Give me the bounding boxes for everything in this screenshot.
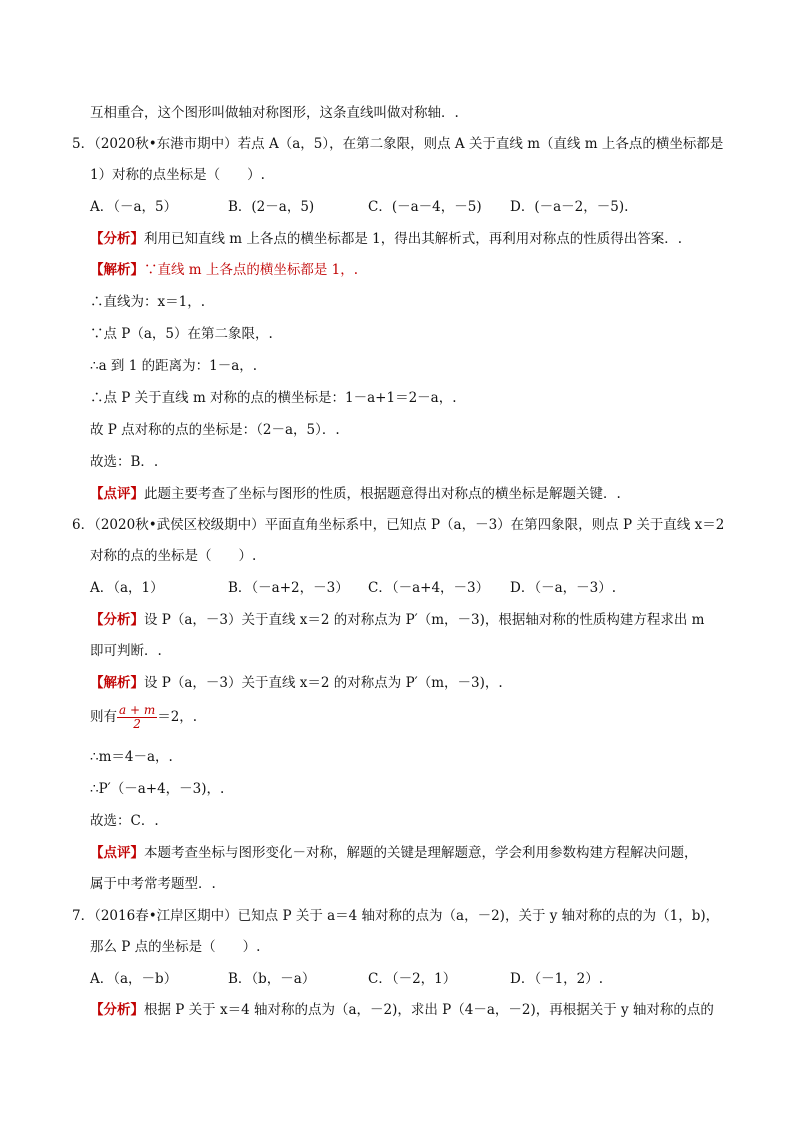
q7-option-b: B．（b，－a） [228,971,316,987]
q5-option-c: C．(－a－4，－5) [368,199,482,215]
q6-comment-line1 [90,843,734,863]
q5-option-a: A．（－a，5） [90,199,178,215]
q5-step-1: ∴直线为：x＝1，. [90,294,205,310]
solution-tag: 【解析】 [90,675,144,691]
q5-solution-text: ∵直线 m 上各点的横坐标都是 1，. [144,262,359,278]
q6-step-3: 故选：C．. [90,813,159,829]
q5-step-6: 故选：B．. [90,454,159,470]
q6-comment-text: 本题考查坐标与图形变化－对称，解题的关键是理解题意，学会利用参数构建方程解决问题， [144,845,698,861]
solution-tag: 【解析】 [90,262,144,278]
q6-option-a: A．（a，1） [90,580,164,596]
q5-comment [90,484,734,504]
q7-option-c: C．（－2，1） [368,971,457,987]
q5-solution [90,260,734,280]
q5-analysis-text: 利用已知直线 m 上各点的横坐标都是 1，得出其解析式，再利用对称点的性质得出答案．. [144,231,683,247]
q6-option-b: B．（－a+2，－3） [228,580,349,596]
q6-solution-text: 设 P（a，－3）关于直线 x＝2 的对称点为 P′（m，－3)，. [144,675,503,691]
q5-options [90,197,734,217]
q5-step-4: ∴点 P 关于直线 m 对称的点的横坐标是：1－a+1＝2－a，. [90,390,457,406]
q6-analysis-line1 [90,610,734,630]
q6-options [90,578,734,598]
q5-step-3: ∴a 到 1 的距离为：1－a，. [90,358,258,374]
q6-stem-line1: 6．（2020秋•武侯区校级期中）平面直角坐标系中，已知点 P（a，－3）在第四象限，则点 P 关于直线 x＝2 [72,517,725,533]
q5-option-d: D．(－a－2，－5). [510,199,629,215]
q5-step-2: ∵点 P（a，5）在第二象限，. [90,326,273,342]
fraction-denominator: 2 [133,717,141,731]
q7-option-d: D．（－1，2）. [510,971,604,987]
q5-comment-text: 此题主要考查了坐标与图形的性质，根据题意得出对称点的横坐标是解题关键．. [144,486,621,502]
q6-solution [90,673,734,693]
analysis-tag: 【分析】 [90,612,144,628]
q6-equation-rest: ＝2，. [157,709,198,725]
q6-equation [90,704,734,731]
q5-stem-line2: 1）对称的点坐标是（ ）. [90,167,265,183]
q6-option-c: C．（－a+4，－3） [368,580,490,596]
comment-tag: 【点评】 [90,486,144,502]
fraction [117,704,157,731]
q7-analysis-text: 根据 P 关于 x＝4 轴对称的点为（a，－2)，求出 P（4－a，－2)，再根据关于 y 轴对称的点的 [144,1002,714,1018]
fraction-numerator: a + m [119,703,156,717]
q6-comment-line2: 属于中考常考题型．. [90,876,216,892]
comment-tag: 【点评】 [90,845,144,861]
q5-analysis [90,229,734,249]
q6-option-d: D．（－a，－3）. [510,580,617,596]
q6-step-1: ∴m＝4－a，. [90,749,173,765]
analysis-tag: 【分析】 [90,231,144,247]
q7-analysis [90,1000,734,1020]
q7-option-a: A．（a，－b） [90,971,178,987]
q6-stem-line2: 对称的点的坐标是（ ）. [90,548,257,564]
q5-stem-line1: 5．（2020秋•东港市期中）若点 A（a，5），在第二象限，则点 A 关于直线 m（直线 m 上各点的横坐标都是 [72,136,724,152]
q6-then-prefix: 则有 [90,709,117,725]
intro-line: 互相重合，这个图形叫做轴对称图形，这条直线叫做对称轴．. [90,105,459,121]
analysis-tag: 【分析】 [90,1002,144,1018]
q6-analysis-text: 设 P（a，－3）关于直线 x＝2 的对称点为 P′（m，－3)，根据轴对称的性质构建方程求出 m [144,612,705,628]
q7-stem-line2: 那么 P 点的坐标是（ ）. [90,939,261,955]
q6-analysis-line2: 即可判断．. [90,643,162,659]
q6-step-2: ∴P′（－a+4，－3)，. [90,781,225,797]
q7-stem-line1: 7．（2016春•江岸区期中）已知点 P 关于 a＝4 轴对称的点为（a，－2)，关于 y 轴对称的点的为（1，b)， [72,908,720,924]
q5-step-5: 故 P 点对称的点的坐标是：（2－a，5）．. [90,422,340,438]
q5-option-b: B．(2－a，5) [228,199,315,215]
q7-options [90,969,734,989]
